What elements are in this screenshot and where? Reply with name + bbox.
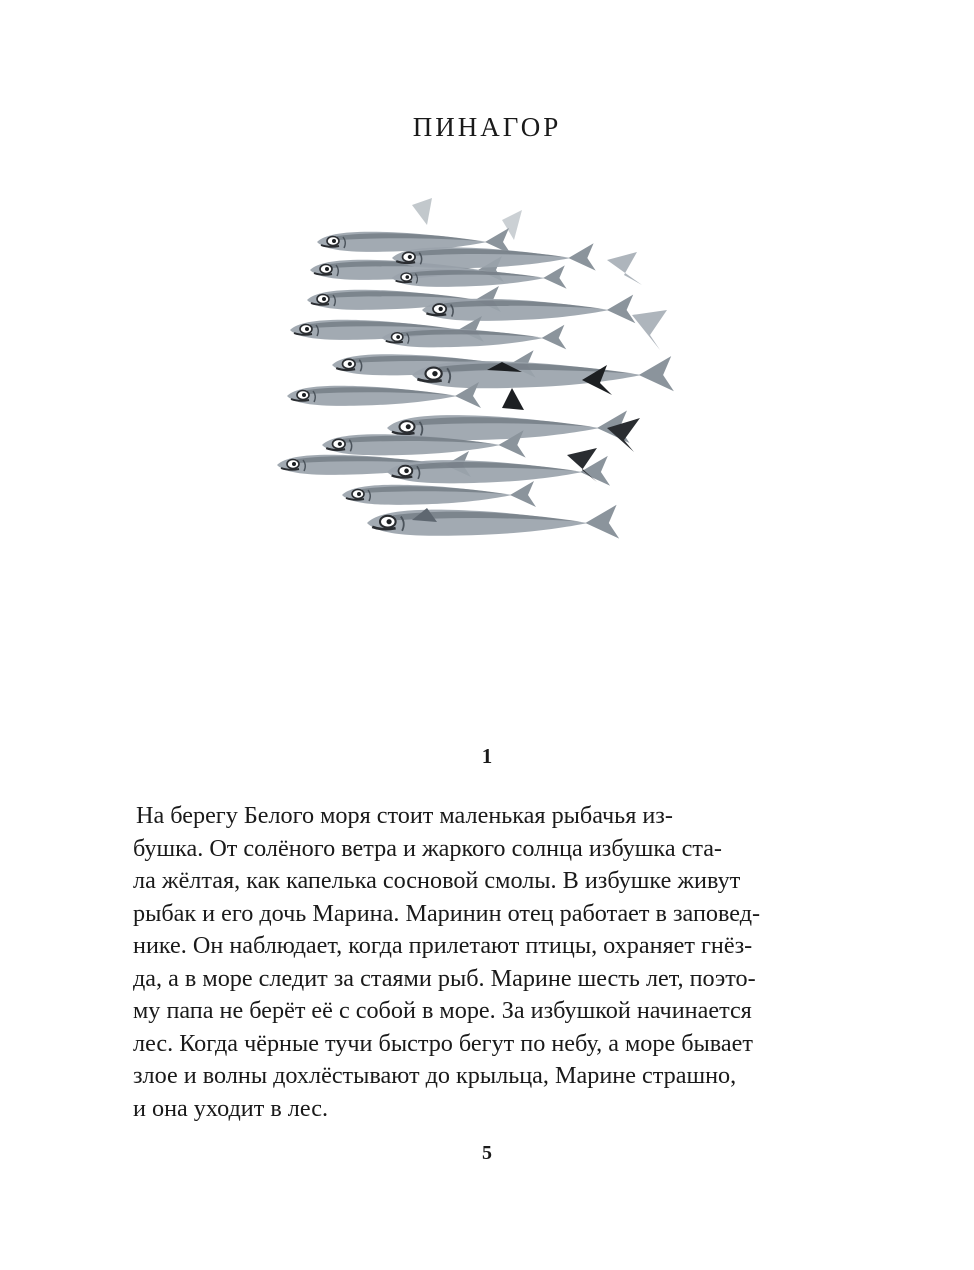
paragraph-line: нике. Он наблюдает, когда прилетают птицы, охраняет гнёз- <box>133 932 753 959</box>
fish-school-illustration <box>262 190 682 580</box>
page-title: ПИНАГОР <box>412 112 562 142</box>
paragraph-line: На берегу Белого моря стоит маленькая рыбачья из- <box>136 802 673 829</box>
paragraph-line: злое и волны дохлёстывают до крыльца, Марине страшно, <box>133 1062 737 1089</box>
paragraph-line: му папа не берёт её с собой в море. За избушкой начинается <box>133 997 752 1024</box>
paragraph-line: рыбак и его дочь Марина. Маринин отец работает в заповед- <box>133 899 761 927</box>
chapter-paragraph <box>133 800 847 1125</box>
paragraph-line: бушка. От солёного ветра и жаркого солнца избушка ста- <box>133 834 722 862</box>
paragraph-line: лес. Когда чёрные тучи быстро бегут по небу, а море бывает <box>133 1029 753 1057</box>
paragraph-line: и она уходит в лес. <box>133 1094 328 1122</box>
chapter-number: 1 <box>481 744 493 768</box>
paragraph-line: да, а в море следит за стаями рыб. Марине шесть лет, поэто- <box>133 964 756 992</box>
page-number: 5 <box>482 1142 492 1164</box>
paragraph-line: ла жёлтая, как капелька сосновой смолы. В избушке живут <box>133 867 741 894</box>
